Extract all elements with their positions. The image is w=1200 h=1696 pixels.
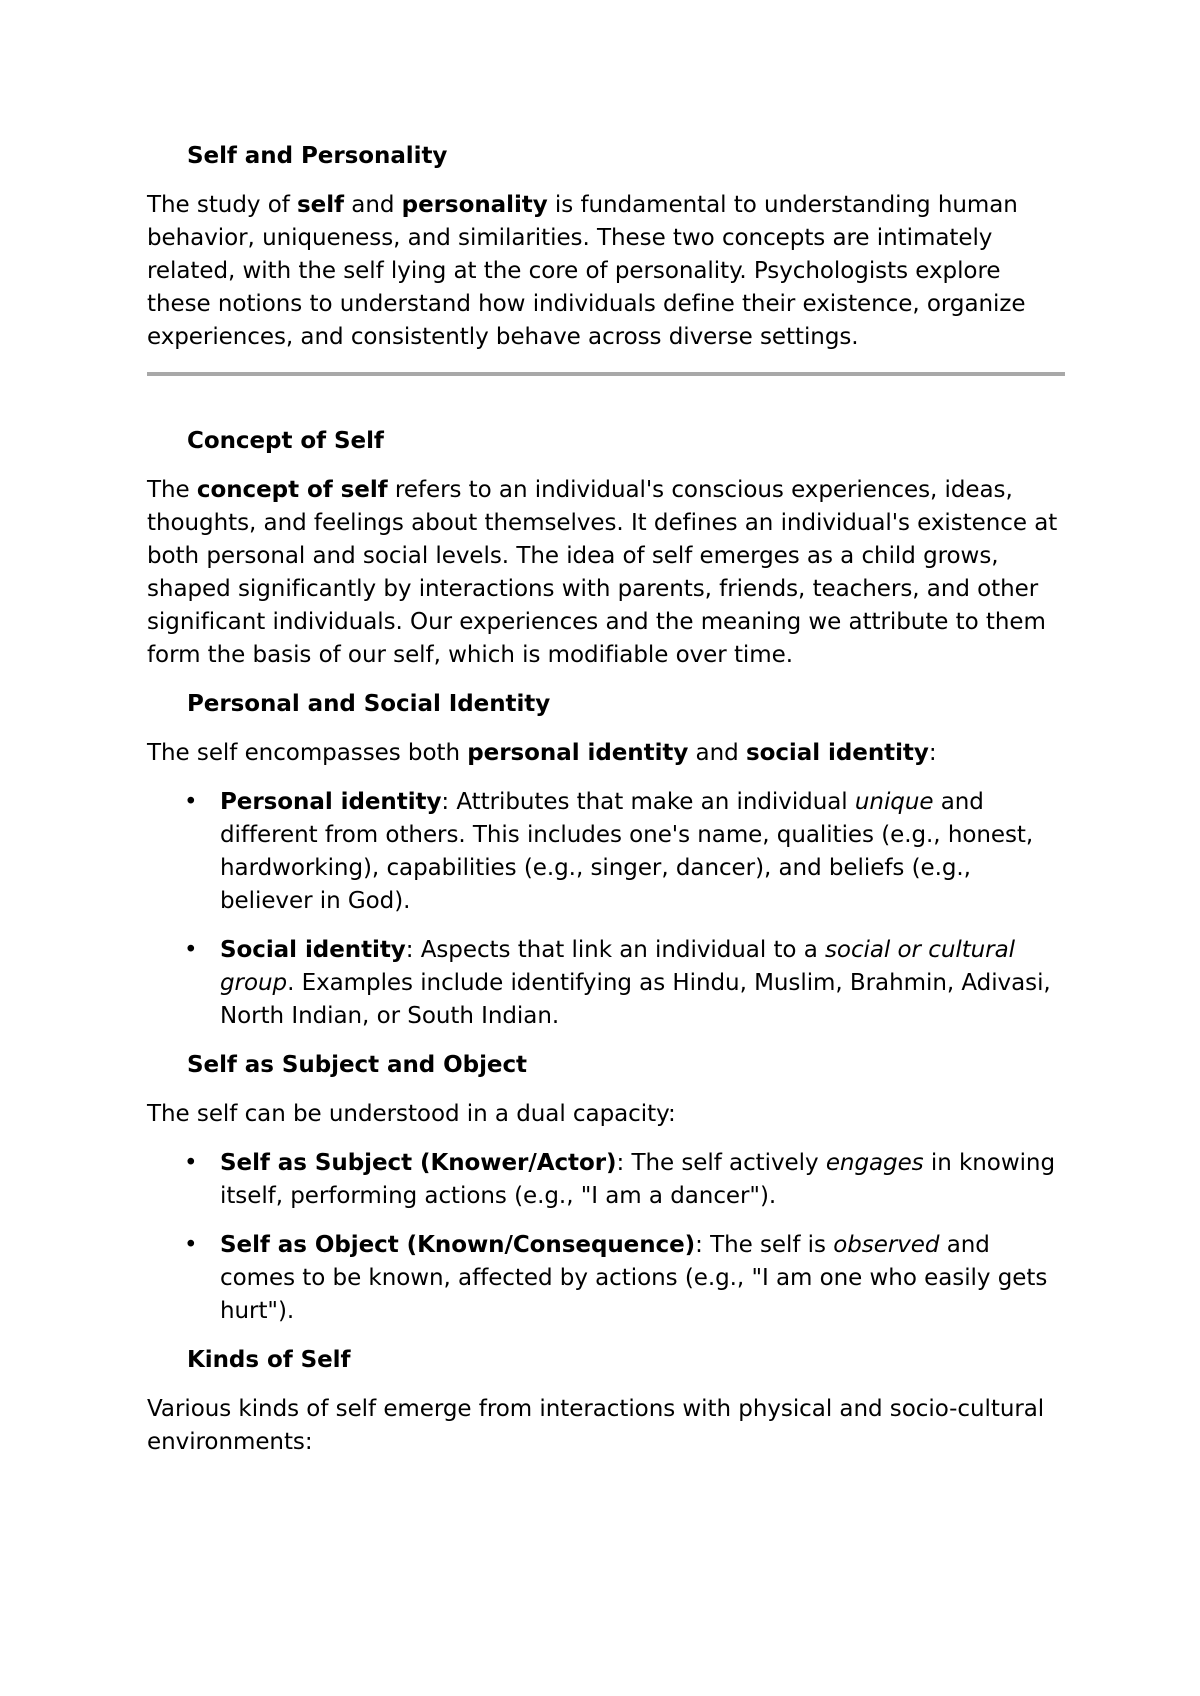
italic-term: observed	[833, 1232, 940, 1258]
text-run: The self encompasses both	[147, 740, 468, 766]
paragraph-kinds-of-self: Various kinds of self emerge from interactions with physical and socio-cultural environments:	[147, 1396, 1045, 1455]
bullet-icon: •	[184, 789, 198, 815]
text-run: and comes to be known, affected by actions (e.g., "I am one who easily gets hurt").	[220, 1232, 1048, 1324]
heading-personal-social-identity: Personal and Social Identity	[187, 691, 551, 717]
text-run: and different from others. This includes one's name, qualities (e.g., honest, hardworking), capabilities (e.g., singer, dancer), and beliefs (e.g., believer in God).	[220, 789, 1034, 914]
text-run: : The self actively	[616, 1150, 826, 1176]
text-run: refers to an individual's conscious experiences, ideas, thoughts, and feelings about themselves. It defines an individual's existence at both personal and social levels. The idea of self emerges as a child grows, shaped significantly by interactions with parents, friends, teachers, and other significant individuals. Our experiences and the meaning we attribute to them form the basis of our self, which is modifiable over time.	[147, 477, 1058, 668]
bold-term: Personal identity	[220, 789, 442, 815]
heading-self-and-personality: Self and Personality	[187, 143, 448, 169]
bold-term: social identity	[745, 740, 929, 766]
bold-term: concept of self	[196, 477, 388, 503]
text-run: : Attributes that make an individual	[441, 789, 855, 815]
bullet-icon: •	[184, 1232, 198, 1258]
heading-concept-of-self: Concept of Self	[187, 428, 384, 454]
horizontal-divider	[147, 372, 1065, 376]
paragraph-intro	[147, 189, 1067, 354]
bullet-icon: •	[184, 937, 198, 963]
text-run: :	[928, 740, 937, 766]
list-item-social-identity	[147, 934, 1067, 1033]
text-run: : The self is	[695, 1232, 834, 1258]
list-item-self-as-object	[147, 1229, 1067, 1328]
document-body	[147, 140, 1067, 1475]
bold-term: personality	[401, 192, 548, 218]
bold-term: Self as Object (Known/Consequence)	[220, 1232, 696, 1258]
bold-term: self	[297, 192, 345, 218]
subject-object-list	[147, 1147, 1067, 1328]
text-run: and	[688, 740, 746, 766]
paragraph-dual-capacity: The self can be understood in a dual capacity:	[147, 1101, 676, 1127]
paragraph-identity-intro	[147, 737, 1067, 770]
italic-term: engages	[825, 1150, 924, 1176]
identity-list	[147, 786, 1067, 1033]
text-run: The	[147, 477, 197, 503]
list-item-personal-identity	[147, 786, 1067, 918]
text-run: and	[344, 192, 402, 218]
heading-self-subject-object: Self as Subject and Object	[187, 1052, 527, 1078]
text-run: . Examples include identifying as Hindu, Muslim, Brahmin, Adivasi, North Indian, or South Indian.	[220, 970, 1051, 1029]
bold-term: Self as Subject (Knower/Actor)	[220, 1150, 617, 1176]
bold-term: personal identity	[467, 740, 689, 766]
text-run: : Aspects that link an individual to a	[405, 937, 825, 963]
text-run: in knowing itself, performing actions (e.g., "I am a dancer").	[220, 1150, 1056, 1209]
heading-kinds-of-self: Kinds of Self	[187, 1347, 351, 1373]
italic-term: unique	[854, 789, 934, 815]
list-item-self-as-subject	[147, 1147, 1067, 1213]
bold-term: Social identity	[220, 937, 406, 963]
paragraph-concept-of-self	[147, 474, 1067, 672]
bullet-icon: •	[184, 1150, 198, 1176]
text-run: is fundamental to understanding human behavior, uniqueness, and similarities. These two concepts are intimately related, with the self lying at the core of personality. Psychologists explore these notions to understand how individuals define their existence, organize experiences, and consistently behave across diverse settings.	[147, 192, 1026, 350]
text-run: The study of	[147, 192, 298, 218]
italic-term: social or cultural group	[220, 937, 1015, 996]
